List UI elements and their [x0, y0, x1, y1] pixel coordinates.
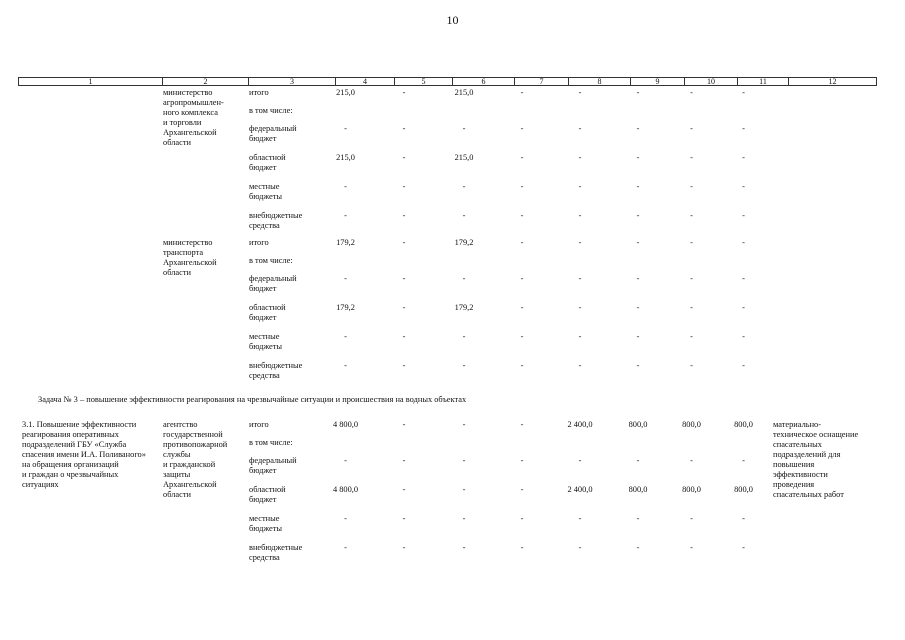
funding-value: -	[578, 303, 582, 312]
funding-source-label: местные бюджеты	[249, 182, 283, 201]
header-col-10: 10	[684, 78, 737, 85]
funding-value: -	[402, 543, 406, 552]
funding-source-label: в том числе:	[249, 106, 293, 115]
funding-value: 4 800,0	[332, 485, 359, 494]
header-col-5: 5	[394, 78, 452, 85]
funding-value: 800,0	[734, 420, 753, 429]
funding-value: -	[520, 361, 524, 370]
funding-value: 2 400,0	[567, 485, 593, 494]
funding-value: 2 400,0	[567, 420, 593, 429]
funding-value: 215,0	[454, 88, 474, 97]
funding-value: -	[636, 303, 640, 312]
funding-value: 215,0	[336, 88, 355, 97]
funding-value: -	[402, 456, 406, 465]
funding-value: -	[742, 303, 745, 312]
funding-value: -	[344, 124, 347, 133]
funding-value: -	[578, 211, 582, 220]
executor-name: министерство транспорта Архангельской области	[163, 238, 217, 277]
funding-value: -	[344, 332, 347, 341]
funding-value: -	[690, 514, 693, 523]
funding-value: -	[462, 420, 466, 429]
funding-value: -	[578, 274, 582, 283]
funding-value: -	[742, 456, 745, 465]
funding-value: -	[636, 361, 640, 370]
header-col-2: 2	[162, 78, 248, 85]
funding-value: -	[462, 514, 466, 523]
funding-value: -	[402, 332, 406, 341]
funding-value: -	[578, 153, 582, 162]
funding-value: 800,0	[682, 485, 701, 494]
expected-result: материально- техническое оснащение спасательных подразделений для повышения эффективности проведения спасательных работ	[773, 420, 859, 499]
funding-value: -	[578, 332, 582, 341]
funding-value: -	[690, 332, 693, 341]
header-col-9: 9	[630, 78, 684, 85]
funding-value: -	[462, 274, 466, 283]
page-number: 10	[446, 13, 459, 27]
funding-value: -	[636, 88, 640, 97]
funding-value: -	[402, 88, 406, 97]
funding-value: -	[344, 514, 347, 523]
funding-value: -	[520, 124, 524, 133]
funding-value: -	[578, 456, 582, 465]
funding-value: -	[520, 211, 524, 220]
funding-value: -	[742, 124, 745, 133]
executor-name: министерство агропромышлен- ного комплекса и торговли Архангельской области	[163, 88, 224, 147]
funding-value: 4 800,0	[332, 420, 359, 429]
funding-value: 215,0	[336, 153, 355, 162]
funding-value: -	[344, 456, 347, 465]
funding-value: -	[462, 485, 466, 494]
header-col-7: 7	[514, 78, 568, 85]
funding-value: -	[402, 303, 406, 312]
funding-value: -	[402, 238, 406, 247]
funding-value: -	[742, 182, 745, 191]
funding-value: -	[690, 543, 693, 552]
funding-value: -	[636, 274, 640, 283]
funding-source-label: в том числе:	[249, 438, 293, 447]
funding-value: -	[690, 274, 693, 283]
funding-value: -	[636, 238, 640, 247]
funding-value: -	[402, 361, 406, 370]
task-3-heading: Задача № 3 – повышение эффективности реагирования на чрезвычайные ситуации и происшествия на водных объектах	[38, 395, 467, 404]
funding-value: -	[742, 211, 745, 220]
funding-source-label: итого	[249, 420, 269, 429]
funding-value: -	[690, 88, 693, 97]
funding-value: -	[462, 211, 466, 220]
funding-value: -	[578, 238, 582, 247]
funding-value: -	[742, 514, 745, 523]
funding-value: -	[636, 153, 640, 162]
funding-value: -	[636, 211, 640, 220]
header-col-12: 12	[788, 78, 876, 85]
header-col-3: 3	[248, 78, 335, 85]
funding-source-label: областной бюджет	[249, 303, 286, 322]
funding-value: 800,0	[682, 420, 701, 429]
funding-value: 179,2	[454, 303, 474, 312]
funding-value: -	[636, 456, 640, 465]
funding-value: 800,0	[628, 485, 648, 494]
funding-value: -	[742, 238, 745, 247]
funding-source-label: федеральный бюджет	[249, 456, 297, 475]
funding-value: -	[520, 485, 524, 494]
funding-value: -	[402, 514, 406, 523]
funding-value: -	[462, 456, 466, 465]
funding-value: -	[520, 238, 524, 247]
funding-value: -	[690, 456, 693, 465]
funding-value: -	[462, 182, 466, 191]
funding-value: -	[578, 124, 582, 133]
funding-value: -	[344, 182, 347, 191]
funding-value: -	[520, 420, 524, 429]
funding-value: -	[742, 361, 745, 370]
funding-value: 800,0	[734, 485, 753, 494]
funding-value: -	[402, 124, 406, 133]
funding-value: -	[520, 543, 524, 552]
funding-value: -	[344, 361, 347, 370]
funding-value: -	[520, 153, 524, 162]
funding-value: -	[578, 88, 582, 97]
funding-value: -	[462, 361, 466, 370]
header-col-4: 4	[335, 78, 394, 85]
funding-value: -	[690, 238, 693, 247]
funding-value: -	[636, 332, 640, 341]
funding-value: -	[742, 332, 745, 341]
funding-value: -	[742, 88, 745, 97]
header-col-6: 6	[452, 78, 514, 85]
funding-value: -	[462, 543, 466, 552]
funding-source-label: федеральный бюджет	[249, 274, 297, 293]
table-header-row	[18, 77, 877, 86]
funding-source-label: областной бюджет	[249, 485, 286, 504]
executor-name: агентство государственной противопожарной службы и гражданской защиты Архангельской области	[163, 420, 228, 499]
funding-value: -	[690, 211, 693, 220]
funding-value: -	[402, 153, 406, 162]
funding-value: -	[636, 514, 640, 523]
funding-value: -	[520, 456, 524, 465]
funding-value: -	[520, 274, 524, 283]
funding-value: 215,0	[454, 153, 474, 162]
funding-value: -	[690, 303, 693, 312]
funding-value: -	[520, 332, 524, 341]
funding-value: -	[520, 303, 524, 312]
funding-value: 179,2	[454, 238, 474, 247]
funding-value: -	[520, 182, 524, 191]
funding-value: -	[520, 514, 524, 523]
measure-name: 3.1. Повышение эффективности реагирования оперативных подразделений ГБУ «Служба спасения имени И.А. Поливаного» на обращения организаций и граждан о чрезвычайных ситуациях	[22, 420, 146, 489]
funding-value: -	[690, 124, 693, 133]
funding-value: -	[402, 211, 406, 220]
funding-source-label: итого	[249, 238, 269, 247]
funding-value: -	[578, 361, 582, 370]
funding-source-label: местные бюджеты	[249, 514, 283, 533]
funding-value: 800,0	[628, 420, 648, 429]
funding-value: -	[636, 124, 640, 133]
funding-value: -	[578, 514, 582, 523]
funding-value: -	[690, 361, 693, 370]
funding-value: -	[742, 543, 745, 552]
funding-value: -	[742, 153, 745, 162]
funding-value: -	[690, 153, 693, 162]
funding-value: -	[520, 88, 524, 97]
funding-value: -	[690, 182, 693, 191]
funding-value: 179,2	[336, 303, 355, 312]
funding-source-label: в том числе:	[249, 256, 293, 265]
funding-source-label: внебюджетные средства	[249, 361, 303, 380]
header-col-11: 11	[737, 78, 788, 85]
funding-value: -	[402, 274, 406, 283]
funding-value: -	[462, 124, 466, 133]
funding-value: -	[402, 420, 406, 429]
funding-value: -	[402, 485, 406, 494]
funding-source-label: итого	[249, 88, 269, 97]
funding-value: -	[578, 182, 582, 191]
funding-source-label: местные бюджеты	[249, 332, 283, 351]
header-col-8: 8	[568, 78, 630, 85]
funding-source-label: внебюджетные средства	[249, 211, 303, 230]
funding-value: -	[344, 543, 347, 552]
funding-value: -	[402, 182, 406, 191]
funding-source-label: областной бюджет	[249, 153, 286, 172]
funding-value: -	[344, 211, 347, 220]
funding-source-label: внебюджетные средства	[249, 543, 303, 562]
funding-value: -	[462, 332, 466, 341]
header-col-1: 1	[88, 77, 93, 86]
funding-value: 179,2	[336, 238, 355, 247]
funding-value: -	[636, 543, 640, 552]
funding-value: -	[578, 543, 582, 552]
funding-value: -	[344, 274, 347, 283]
funding-value: -	[742, 274, 745, 283]
funding-source-label: федеральный бюджет	[249, 124, 297, 143]
funding-value: -	[636, 182, 640, 191]
